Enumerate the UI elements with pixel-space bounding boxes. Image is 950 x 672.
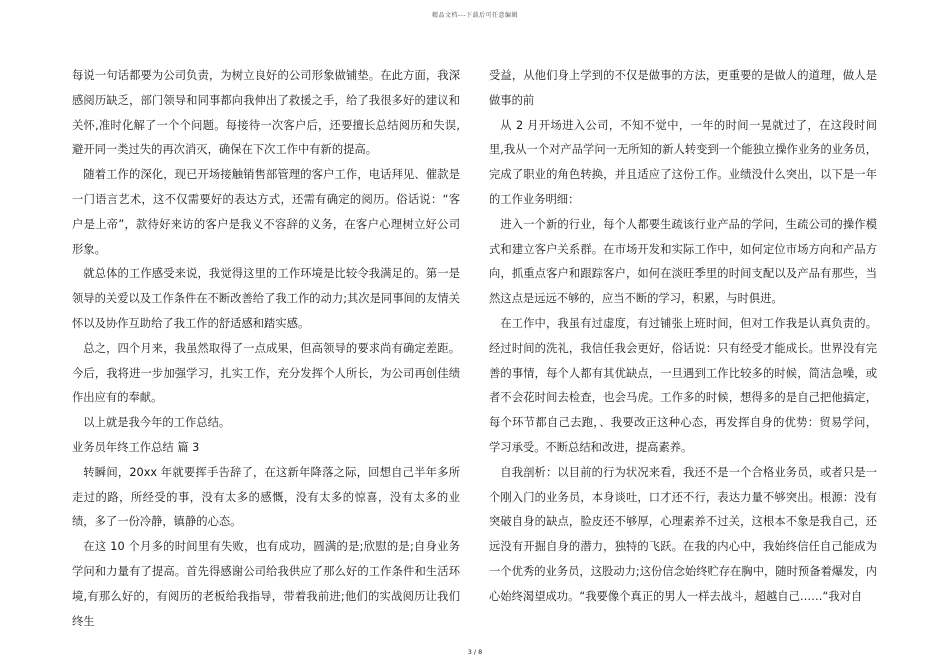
page-number: 3 / 8 — [467, 648, 483, 656]
left-column — [72, 64, 460, 634]
paragraph: 受益，从他们身上学到的不仅是做事的方法，更重要的是做人的道理，做人是做事的前 — [489, 69, 877, 107]
paragraph: 在工作中，我虽有过虚度，有过铺张上班时间，但对工作我是认真负责的。经过时间的洗礼，我信任我会更好，俗话说：只有经受才能成长。世界没有完善的事情，每个人都有其优缺点，一旦遇到工作比较多的时候，简洁急噪，或者不会花时间去检查，也会马虎。工作多的时候，想得多的是自己把他搞定，每个环节都自己去跑，、我要改正这种心态，再发挥自身的优势：贸易学问，学习承受。不断总结和改进，提高素养。 — [489, 316, 877, 454]
section-title: 业务员年终工作总结 篇 3 — [72, 440, 200, 454]
paragraph: 进入一个新的行业，每个人都要生疏该行业产品的学问，生疏公司的操作模式和建立客户关系群。在市场开发和实际工作中，如何定位市场方向和产品方向，抓重点客户和跟踪客户，如何在淡旺季里的时间支配以及产品有那些，当然这点是远远不够的，应当不断的学习，积累，与时俱进。 — [489, 217, 877, 306]
right-column — [489, 64, 877, 610]
paragraph: 总之，四个月来，我虽然取得了一点成果，但高领导的要求尚有确定差距。今后，我将进一步加强学习，扎实工作，充分发挥个人所长，为公司再创佳绩作出应有的奉献。 — [72, 341, 460, 405]
paragraph: 从 2 月开场进入公司，不知不觉中，一年的时间一晃就过了，在这段时间里,我从一个对产品学问一无所知的新人转变到一个能独立操作业务的业务员，完成了职业的角色转换，并且适应了这份工作。业绩没什么突出，以下是一年的工作业务明细： — [489, 118, 877, 206]
paragraph: 在这 10 个月多的时间里有失败，也有成功，圆满的是;欣慰的是;自身业务学问和力量有了提高。首先得感谢公司给我供应了那么好的工作条件和生活环境,有那么好的，有阅历的老板给我指导，带着我前进;他们的实战阅历让我们终生 — [72, 540, 460, 628]
paragraph: 以上就是我今年的工作总结。 — [83, 416, 231, 430]
paragraph: 自我剖析：以目前的行为状况来看，我还不是一个合格业务员，或者只是一个刚入门的业务员，本身谈吐，口才还不行，表达力量不够突出。根源：没有突破自身的缺点，脸皮还不够厚，心理素养不过关，这根本不象是我自己，还远没有开掘自身的潜力，独特的飞跃。在我的内心中，我始终信任自己能成为一个优秀的业务员，这股动力;这份信念始终贮存在胸中，随时预备着爆发，内心始终渴望成功。“我要像个真正的男人一样去战斗，超越自己……“我对自 — [489, 465, 877, 603]
paragraph: 转瞬间，20xx 年就要挥手告辞了，在这新年降落之际，回想自己半年多所走过的路，所经受的事，没有太多的感慨，没有太多的惊喜，没有太多的业绩，多了一份冷静，镇静的心态。 — [72, 465, 460, 529]
document-header: 精品文档---下载后可任意编辑 — [432, 12, 518, 19]
paragraph: 随着工作的深化，现已开场接触销售部管理的客户工作，电话拜见、催款是一门语言艺术，这不仅需要好的表达方式，还需有确定的阅历。俗话说：“客户是上帝”，款待好来访的客户是我义不容辞的义务，在客户心理树立好公司形象。 — [72, 168, 460, 256]
paragraph: 就总体的工作感受来说，我觉得这里的工作环境是比较令我满足的。第一是领导的关爱以及工作条件在不断改善给了我工作的动力;其次是同事间的友情关怀以及协作互助给了我工作的舒适感和踏实感。 — [72, 267, 460, 330]
paragraph: 每说一句话都要为公司负责，为树立良好的公司形象做铺垫。在此方面，我深感阅历缺乏，部门领导和同事都向我伸出了救援之手，给了我很多好的建议和关怀,准时化解了一个个问题。每接待一次客户后，还要擅长总结阅历和失误,避开同一类过失的再次消灭，确保在下次工作中有新的提高。 — [72, 69, 460, 157]
